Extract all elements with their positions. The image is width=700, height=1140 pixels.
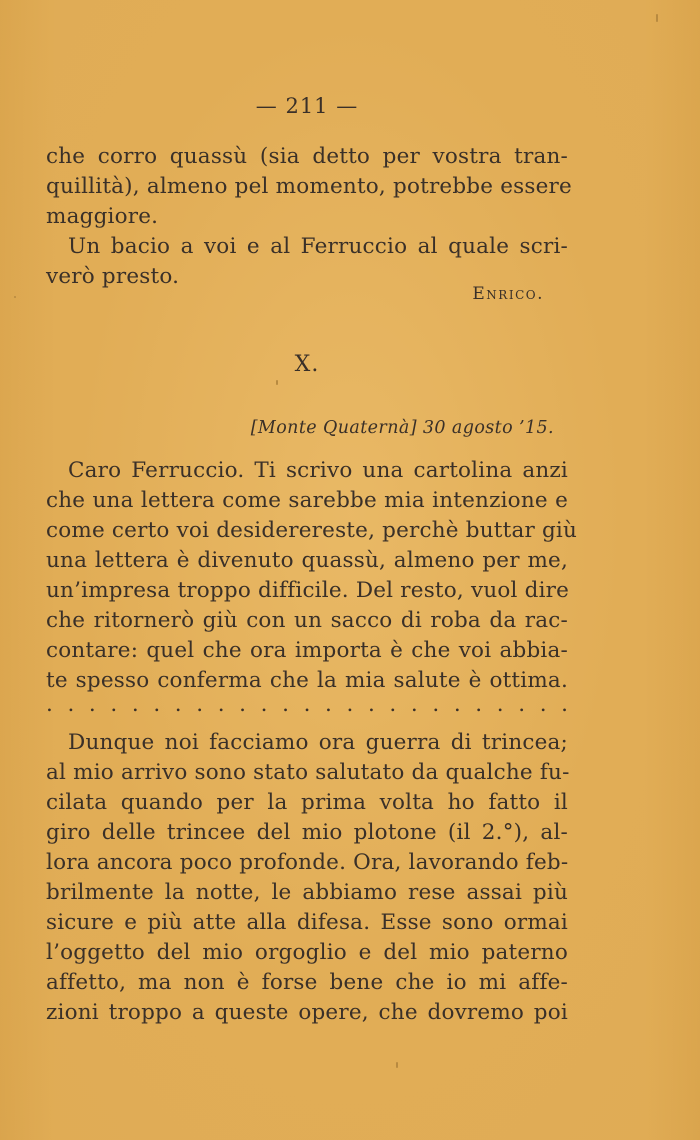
text-line: giro delle trincee del mio plotone (il 2.°), al- bbox=[46, 820, 568, 845]
text-line: cilata quando per la prima volta ho fatto il bbox=[46, 790, 568, 815]
text-line: te spesso conferma che la mia salute è ottima. bbox=[46, 668, 568, 693]
text-line: che corro quassù (sia detto per vostra tran- bbox=[46, 144, 568, 169]
text-line: l’oggetto del mio orgoglio e del mio paterno bbox=[46, 940, 568, 965]
text-line: Un bacio a voi e al Ferruccio al quale scri- bbox=[68, 234, 568, 259]
text-line: affetto, ma non è forse bene che io mi affe- bbox=[46, 970, 568, 995]
text-line: lora ancora poco profonde. Ora, lavorando feb- bbox=[46, 850, 569, 875]
text-line: che ritornerò giù con un sacco di roba da rac- bbox=[46, 608, 568, 633]
text-line: come certo voi desiderereste, perchè buttar giù bbox=[46, 518, 578, 543]
text-line: zioni troppo a queste opere, che dovremo poi bbox=[46, 1000, 568, 1025]
text-line: una lettera è divenuto quassù, almeno per me, bbox=[46, 548, 568, 573]
text-line: un’impresa troppo difficile. Del resto, vuol dire bbox=[46, 578, 570, 603]
text-line: Dunque noi facciamo ora guerra di trincea; bbox=[68, 730, 568, 755]
page-number: — 211 — bbox=[255, 94, 359, 118]
text-line: sicure e più atte alla difesa. Esse sono ormai bbox=[46, 910, 568, 935]
text-line: maggiore. bbox=[46, 204, 159, 229]
text-line: al mio arrivo sono stato salutato da qualche fu- bbox=[46, 760, 570, 785]
letter-number: X. bbox=[294, 352, 320, 377]
text-line: contare: quel che ora importa è che voi abbia- bbox=[46, 638, 568, 663]
letter-dateline: [Monte Quaternà] 30 agosto ’15. bbox=[250, 418, 554, 438]
text-line: quillità), almeno pel momento, potrebbe essere bbox=[46, 174, 572, 199]
paper-speck bbox=[656, 14, 658, 22]
text-line: che una lettera come sarebbe mia intenzione e bbox=[46, 488, 568, 513]
ellipsis-row: . . . . . . . . . . . . . . . . . . . . . . . . . bbox=[46, 692, 568, 717]
text-line: verò presto. bbox=[46, 264, 180, 289]
text-line: Caro Ferruccio. Ti scrivo una cartolina anzi bbox=[68, 458, 568, 483]
paper-speck bbox=[396, 1062, 398, 1068]
paper-speck bbox=[276, 380, 278, 385]
signature: Enrico. bbox=[472, 284, 544, 304]
paper-speck bbox=[14, 296, 16, 298]
text-line: brilmente la notte, le abbiamo rese assai più bbox=[46, 880, 568, 905]
